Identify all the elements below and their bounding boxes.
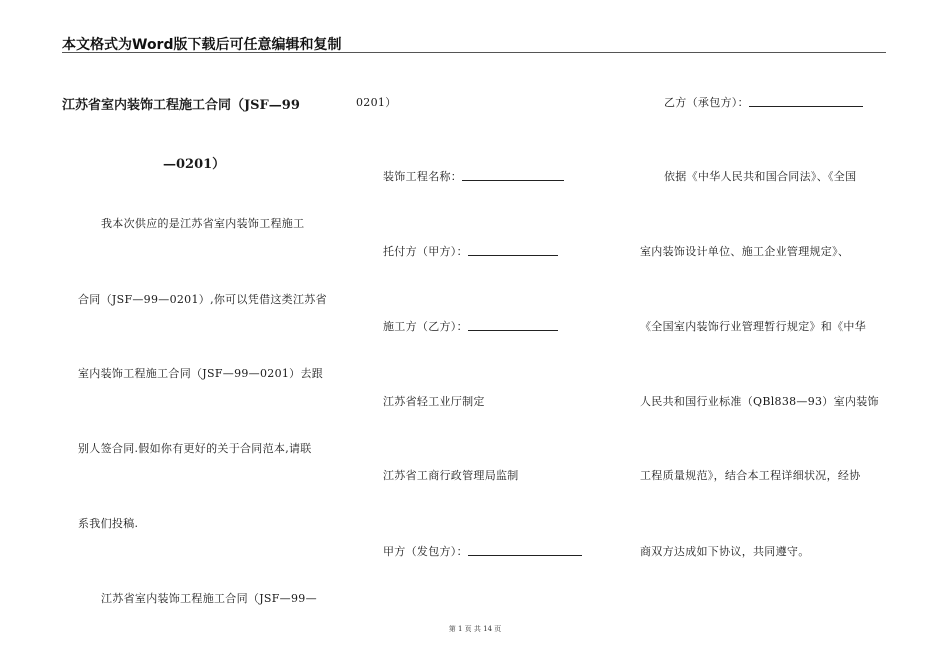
contract-title-line-1: 江苏省室内装饰工程施工合同（JSF—99	[62, 98, 300, 113]
document-banner: 本文格式为Word版下载后可任意编辑和复制	[62, 37, 342, 53]
project-name-field	[383, 168, 564, 184]
intro-text-line-1: 我本次供应的是江苏省室内装饰工程施工	[101, 217, 305, 230]
contractor-blank	[468, 320, 558, 331]
project-name-label: 装饰工程名称：	[383, 170, 463, 183]
current-page: 1	[457, 625, 463, 633]
page-number: 第 1 页 共 14 页	[448, 625, 502, 633]
basis-text-line-5: 工程质量规范》，结合本工程详细状况，经协	[640, 469, 861, 482]
total-pages: 14	[483, 625, 493, 633]
contractor-label: 施工方（乙方）：	[383, 320, 468, 333]
party-b-blank	[749, 96, 863, 107]
issuing-org-2: 江苏省工商行政管理局监制	[383, 469, 519, 482]
intro-text-line-5: 系我们投稿.	[78, 517, 139, 530]
basis-text-line-1: 依据《中华人民共和国合同法》、《全国	[664, 170, 857, 183]
basis-text-line-6: 商双方达成如下协议，共同遵守。	[640, 545, 810, 558]
contract-name-text: 江苏省室内装饰工程施工合同（JSF—99—	[101, 592, 317, 605]
party-a-label: 甲方（发包方）：	[383, 545, 468, 558]
contract-title-line-2: —0201）	[163, 157, 226, 172]
project-name-blank	[462, 170, 564, 181]
client-label: 托付方（甲方）：	[383, 245, 468, 258]
party-b-field	[664, 94, 863, 110]
intro-text-line-4: 别人签合同.假如你有更好的关于合同范本,请联	[78, 442, 312, 455]
client-field	[383, 243, 558, 259]
intro-text-line-3: 室内装饰工程施工合同（JSF—99—0201）去跟	[78, 367, 324, 380]
basis-text-line-3: 《全国室内装饰行业管理暂行规定》和《中华	[640, 320, 866, 333]
basis-text-line-4: 人民共和国行业标准（QBl838—93）室内装饰	[640, 395, 879, 408]
header-divider	[62, 52, 886, 53]
party-a-blank	[468, 545, 582, 556]
intro-text-line-2: 合同（JSF—99—0201）,你可以凭借这类江苏省	[78, 293, 327, 306]
issuing-org-1: 江苏省轻工业厅制定	[383, 395, 485, 408]
party-a-field	[383, 543, 582, 559]
title-continuation: 0201）	[356, 96, 397, 109]
party-b-label: 乙方（承包方）：	[664, 96, 749, 109]
contractor-field	[383, 318, 558, 334]
basis-text-line-2: 室内装饰设计单位、施工企业管理规定》、	[640, 245, 850, 258]
client-blank	[468, 245, 558, 256]
